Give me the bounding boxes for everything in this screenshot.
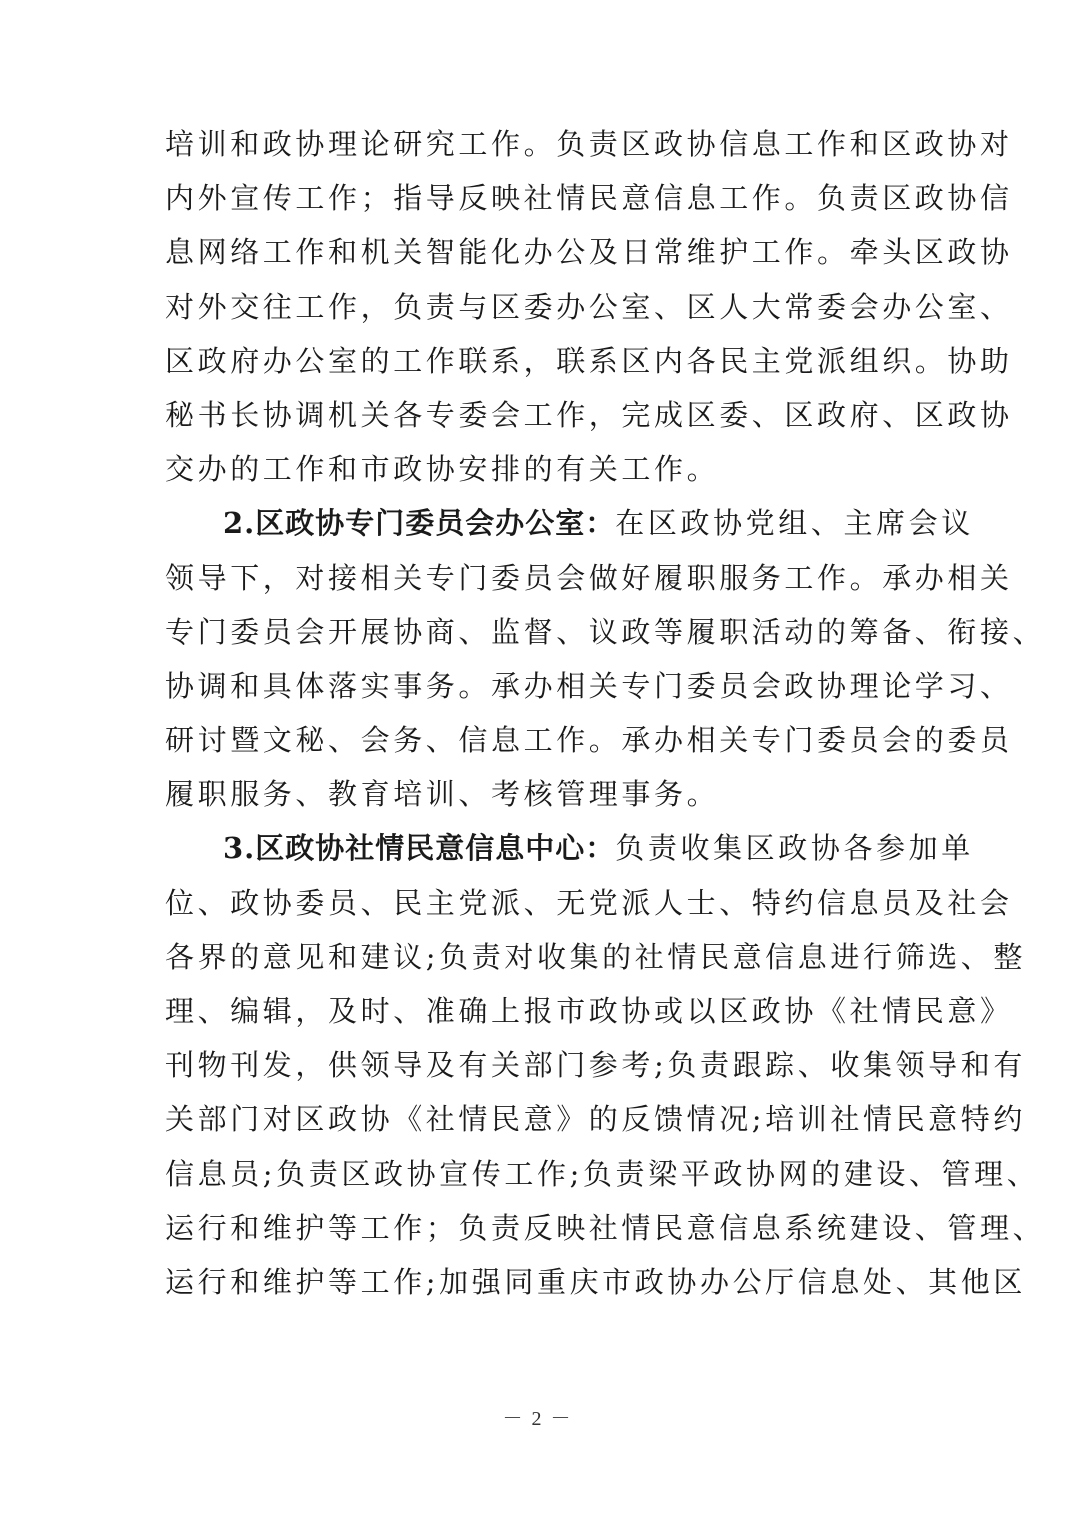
text-line: 研讨暨文秘、会务、信息工作。承办相关专门委员会的委员 xyxy=(165,723,1013,758)
text-line: 培训和政协理论研究工作。负责区政协信息工作和区政协对 xyxy=(165,127,1013,161)
text-line: 运行和维护等工作；负责反映社情民意信息系统建设、管理、 xyxy=(165,1210,1046,1245)
section-2-lead-text: 在区政协党组、主席会议 xyxy=(615,506,974,541)
text-line: 协调和具体落实事务。承办相关专门委员会政协理论学习、 xyxy=(165,668,1013,703)
text-line: 履职服务、教育培训、考核管理事务。 xyxy=(165,777,720,812)
text-line: 各界的意见和建议;负责对收集的社情民意信息进行筛选、整 xyxy=(165,939,1026,974)
section-2-heading: 2.区政协专门委员会办公室： xyxy=(223,506,616,541)
text-line: 运行和维护等工作;加强同重庆市政协办公厅信息处、其他区 xyxy=(165,1264,1026,1299)
text-line: 领导下，对接相关专门委员会做好履职服务工作。承办相关 xyxy=(165,560,1013,595)
text-line: 专门委员会开展协商、监督、议政等履职活动的筹备、衔接、 xyxy=(165,614,1046,649)
text-line: 区政府办公室的工作联系，联系区内各民主党派组织。协助 xyxy=(165,343,1013,378)
section-3-lead-text: 负责收集区政协各参加单 xyxy=(615,831,974,866)
page-number: － 2 － xyxy=(502,1408,573,1430)
text-line: 对外交往工作，负责与区委办公室、区人大常委会办公室、 xyxy=(165,289,1013,324)
text-line: 关部门对区政协《社情民意》的反馈情况;培训社情民意特约 xyxy=(165,1102,1026,1137)
text-line: 刊物刊发，供领导及有关部门参考;负责跟踪、收集领导和有 xyxy=(165,1048,1026,1083)
text-line: 内外宣传工作；指导反映社情民意信息工作。负责区政协信 xyxy=(165,181,1013,216)
text-line: 秘书长协调机关各专委会工作，完成区委、区政府、区政协 xyxy=(165,397,1013,432)
text-line: 位、政协委员、民主党派、无党派人士、特约信息员及社会 xyxy=(165,885,1013,920)
document-body xyxy=(165,117,1046,1309)
text-line: 信息员;负责区政协宣传工作;负责梁平政协网的建设、管理、 xyxy=(165,1156,1040,1191)
section-3-first-line xyxy=(165,821,974,875)
text-line: 理、编辑，及时、准确上报市政协或以区政协《社情民意》 xyxy=(165,994,1013,1028)
section-3-heading: 3.区政协社情民意信息中心： xyxy=(223,831,616,866)
section-2-first-line xyxy=(165,496,974,550)
text-line: 交办的工作和市政协安排的有关工作。 xyxy=(165,452,720,487)
text-line: 息网络工作和机关智能化办公及日常维护工作。牵头区政协 xyxy=(165,235,1013,270)
